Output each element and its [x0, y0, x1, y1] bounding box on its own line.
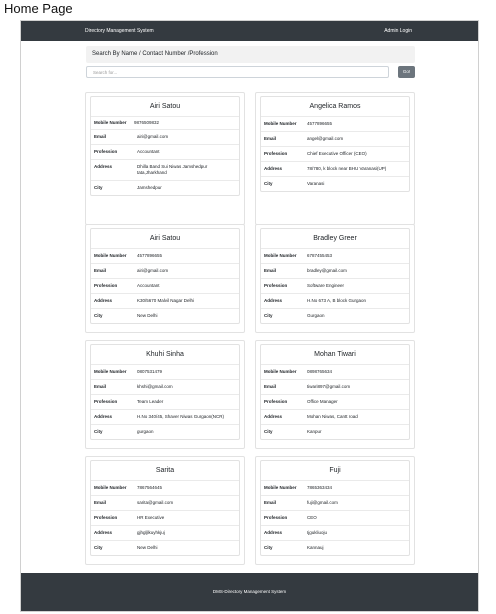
- profession-value: Chief Executive Officer (CEO): [307, 151, 367, 156]
- city-row: [91, 424, 239, 439]
- email-value: tiwari897@gmail.com: [307, 384, 351, 389]
- mobile-value: 4577896655: [137, 253, 163, 258]
- city-row: [91, 180, 239, 195]
- contact-name: Khuhi Sinha: [146, 351, 184, 358]
- address-row: [261, 525, 409, 540]
- mobile-row: [91, 116, 239, 129]
- city-value: Gurgaon: [307, 313, 325, 318]
- city-row: [91, 308, 239, 323]
- profession-label: Profession: [264, 399, 288, 404]
- contact-name: Angelica Ramos: [309, 103, 361, 110]
- address-value: gjhgljlkuyhkjuj: [137, 530, 165, 535]
- city-row: [261, 308, 409, 323]
- email-value: khshi@gmail.com: [137, 384, 173, 389]
- contact-name: Bradley Greer: [313, 235, 357, 242]
- address-label: Address: [94, 164, 113, 169]
- mobile-label: Mobile Number: [94, 485, 127, 490]
- mobile-value: 6787455453: [307, 253, 333, 258]
- contact-name: Sarita: [155, 467, 175, 474]
- search-row: [86, 66, 415, 79]
- contact-name: Fuji: [329, 467, 341, 474]
- mobile-row: [261, 480, 409, 495]
- mobile-row: [91, 248, 239, 263]
- email-label: Email: [264, 384, 277, 389]
- address-label: Address: [94, 530, 113, 535]
- mobile-label: Mobile Number: [264, 121, 297, 126]
- city-label: City: [94, 545, 103, 550]
- footer: [21, 573, 478, 611]
- mobile-label: Mobile Number: [264, 369, 297, 374]
- city-label: City: [264, 429, 273, 434]
- email-row: [261, 263, 409, 278]
- mobile-value: 7867564645: [137, 485, 163, 490]
- email-value: angel@gmail.com: [307, 136, 344, 141]
- city-label: City: [94, 185, 103, 190]
- brand-link[interactable]: Directory Management System: [85, 28, 154, 34]
- mobile-label: Mobile Number: [264, 485, 297, 490]
- contact-card-7: [85, 456, 245, 565]
- address-label: Address: [264, 414, 283, 419]
- profession-row: [91, 394, 239, 409]
- contact-card-inner: [90, 228, 240, 324]
- profession-row: [91, 278, 239, 293]
- profession-label: Profession: [94, 283, 118, 288]
- city-value: New Delhi: [137, 313, 158, 318]
- mobile-row: [91, 364, 239, 379]
- address-value: Mohan Niwas, Cantt road: [307, 414, 358, 419]
- contact-name: Airi Satou: [149, 235, 181, 242]
- contact-card-inner: [90, 460, 240, 556]
- email-row: [261, 495, 409, 510]
- city-label: City: [264, 181, 273, 186]
- contact-card-inner: [260, 460, 410, 556]
- city-value: Varanasi: [307, 181, 325, 186]
- email-label: Email: [94, 384, 107, 389]
- contact-name: Mohan Tiwari: [314, 351, 356, 358]
- email-label: Email: [94, 134, 107, 139]
- profession-value: HR Executive: [137, 515, 165, 520]
- email-value: fuji@gmail.com: [307, 500, 338, 505]
- contact-card-inner: [260, 228, 410, 324]
- contact-card-3: [85, 224, 245, 333]
- contact-card-8: [255, 456, 415, 565]
- profession-label: Profession: [264, 151, 288, 156]
- mobile-value: 4577896655: [307, 121, 333, 126]
- profession-row: [91, 144, 239, 159]
- address-row: [261, 293, 409, 308]
- mobile-label: Mobile Number: [264, 253, 297, 258]
- email-row: [91, 495, 239, 510]
- address-row: [91, 409, 239, 424]
- search-heading-bar: [86, 46, 415, 63]
- address-label: Address: [264, 166, 283, 171]
- email-row: [261, 131, 409, 146]
- city-value: New Delhi: [137, 545, 158, 550]
- profession-row: [261, 510, 409, 525]
- mobile-label: Mobile Number: [94, 369, 127, 374]
- mobile-row: [261, 116, 409, 131]
- profession-label: Profession: [94, 515, 118, 520]
- city-label: City: [264, 313, 273, 318]
- address-row: [261, 161, 409, 176]
- city-value: Kannauj: [307, 545, 324, 550]
- city-row: [261, 540, 409, 555]
- address-row: [91, 159, 239, 180]
- profession-value: Accountant: [137, 149, 160, 154]
- email-value: bradley@gmail.com: [307, 268, 347, 273]
- contact-card-inner: [260, 344, 410, 440]
- search-input[interactable]: Search for...: [86, 66, 389, 78]
- address-row: [91, 293, 239, 308]
- address-value: H.No 340/45, Shaver Niwas Gurgaon(NCR): [137, 414, 225, 419]
- contact-name: Airi Satou: [149, 103, 181, 110]
- address-value: Ijgukliuoju: [307, 530, 328, 535]
- page-label: Home Page: [4, 1, 73, 16]
- email-value: sarita@gmail.com: [137, 500, 174, 505]
- city-label: City: [264, 545, 273, 550]
- profession-value: Accountant: [137, 283, 160, 288]
- email-row: [91, 379, 239, 394]
- contact-card-5: [85, 340, 245, 449]
- search-heading: Search By Name / Contact Number /Profession: [92, 51, 218, 57]
- email-row: [261, 379, 409, 394]
- address-value: K30/5670 Malvil Nagar Delhi: [137, 298, 195, 303]
- mobile-value: 0898765634: [307, 369, 333, 374]
- contact-card-inner: [90, 96, 240, 196]
- contact-card-6: [255, 340, 415, 449]
- mobile-row: [261, 248, 409, 263]
- profession-value: Team Leader: [137, 399, 164, 404]
- email-row: [91, 263, 239, 278]
- profession-label: Profession: [264, 515, 288, 520]
- contact-card-4: [255, 224, 415, 333]
- city-value: Jamshedpur: [137, 185, 162, 190]
- mobile-label: Mobile Number: [94, 253, 127, 258]
- address-row: [261, 409, 409, 424]
- mobile-value: 9876509832: [134, 120, 160, 125]
- contact-card-inner: [260, 96, 410, 192]
- contact-card-inner: [90, 344, 240, 440]
- address-value: 78/780, k block near BHU Varanasi(UP): [307, 166, 387, 171]
- email-label: Email: [94, 268, 107, 273]
- admin-login-link[interactable]: Admin Login: [384, 28, 412, 34]
- address-value: H.No 673 A, B block Gurgaon: [307, 298, 367, 303]
- profession-value: Office Manager: [307, 399, 338, 404]
- navbar: [21, 21, 478, 41]
- address-label: Address: [264, 530, 283, 535]
- profession-row: [91, 510, 239, 525]
- email-value: airi@gmail.com: [137, 268, 169, 273]
- address-label: Address: [264, 298, 283, 303]
- city-row: [261, 424, 409, 439]
- email-value: airi@gmail.com: [137, 134, 169, 139]
- mobile-value: 7865363434: [307, 485, 333, 490]
- contact-card-1: [85, 92, 245, 225]
- mobile-label: Mobile Number: [94, 120, 127, 125]
- profession-value: CEO: [307, 515, 317, 520]
- city-label: City: [94, 429, 103, 434]
- email-label: Email: [264, 136, 277, 141]
- address-label: Address: [94, 298, 113, 303]
- email-label: Email: [264, 500, 277, 505]
- email-row: [91, 129, 239, 144]
- profession-label: Profession: [264, 283, 288, 288]
- address-label: Address: [94, 414, 113, 419]
- profession-row: [261, 394, 409, 409]
- profession-label: Profession: [94, 149, 118, 154]
- profession-value: Software Engineer: [307, 283, 345, 288]
- city-row: [91, 540, 239, 555]
- contact-card-2: [255, 92, 415, 225]
- mobile-row: [91, 480, 239, 495]
- email-label: Email: [264, 268, 277, 273]
- city-row: [261, 176, 409, 191]
- browser-frame: [20, 20, 479, 612]
- profession-row: [261, 146, 409, 161]
- city-value: gurgaon: [137, 429, 154, 434]
- city-label: City: [94, 313, 103, 318]
- mobile-row: [261, 364, 409, 379]
- city-value: Kanpur: [307, 429, 322, 434]
- profession-row: [261, 278, 409, 293]
- address-value: Dhilla Band Sui Niwas Jamshedpur tata,Jharkhand: [137, 164, 208, 175]
- profession-label: Profession: [94, 399, 118, 404]
- email-label: Email: [94, 500, 107, 505]
- search-button[interactable]: Go!: [398, 66, 415, 78]
- mobile-value: 0807531479: [137, 369, 163, 374]
- address-row: [91, 525, 239, 540]
- footer-text: DMS-Directory Management System: [212, 589, 287, 594]
